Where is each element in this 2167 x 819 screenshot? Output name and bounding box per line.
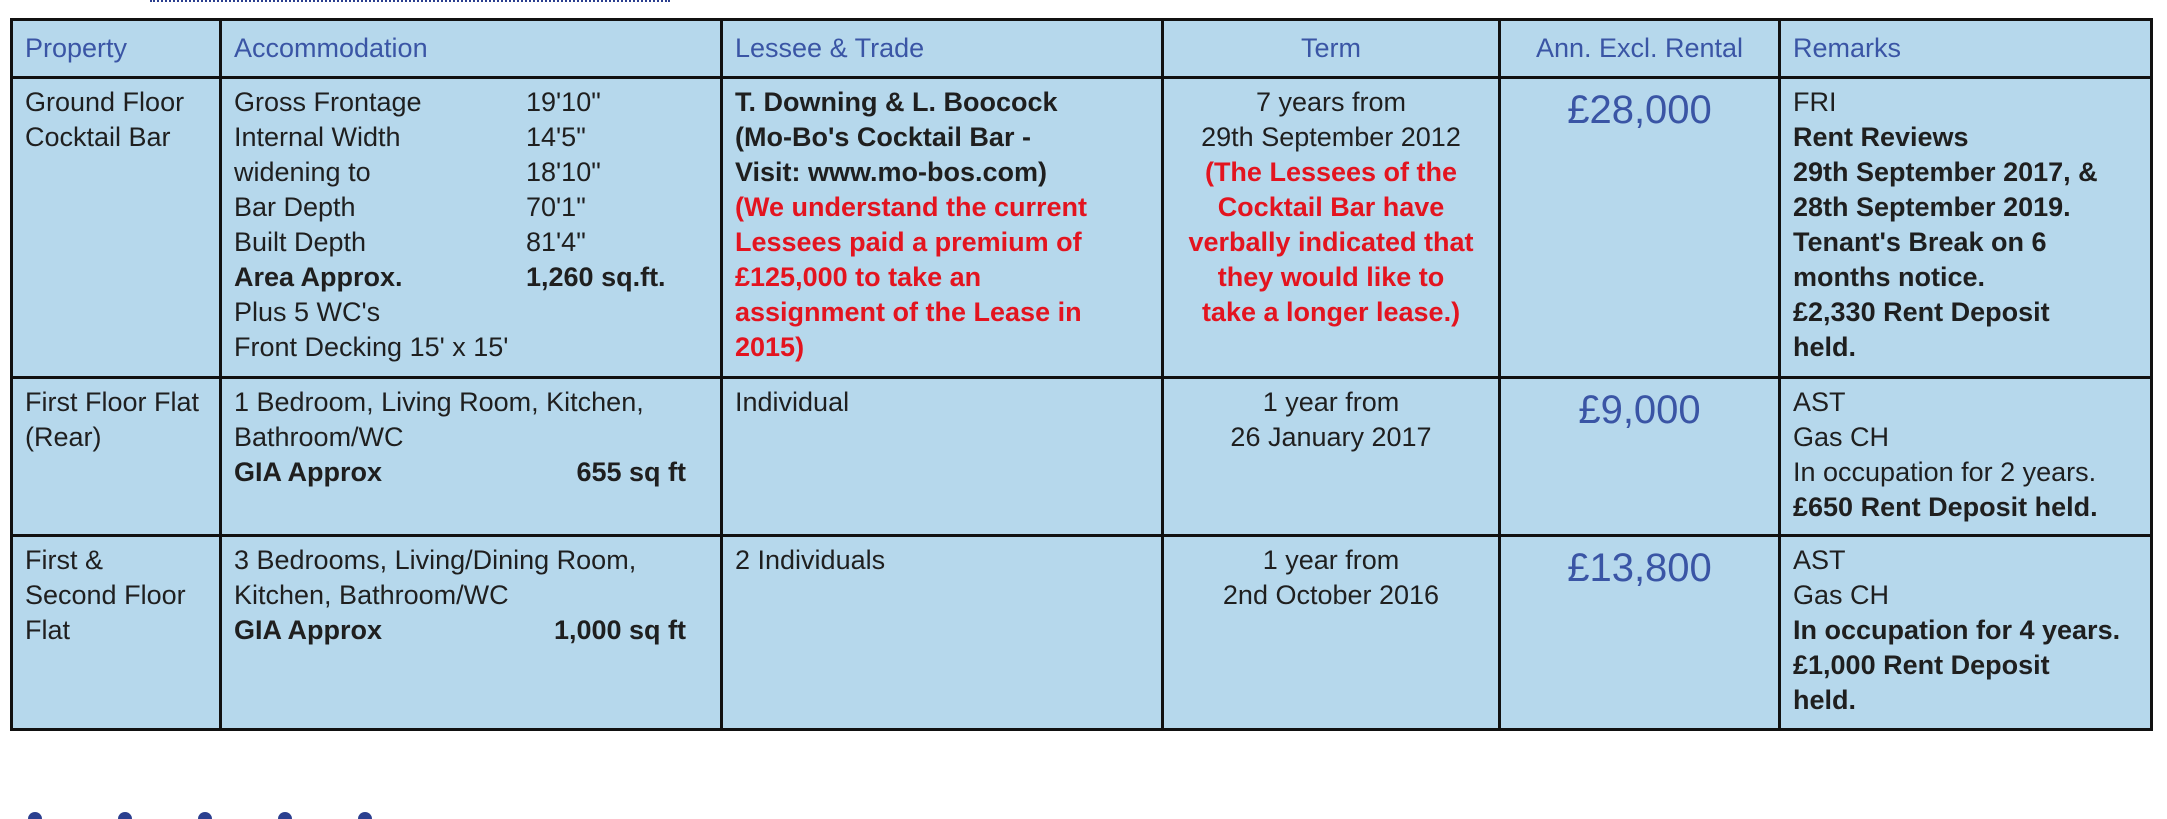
total-row (12, 730, 2152, 814)
total-label: TOTAL (1266, 750, 1396, 795)
accommodation-line: Kitchen, Bathroom/WC (234, 580, 509, 610)
header-term: Term (1163, 20, 1500, 78)
header-accommodation: Accommodation (221, 20, 722, 78)
remarks-line: In occupation for 4 years. (1793, 615, 2121, 645)
remarks-line: £650 Rent Deposit held. (1793, 492, 2098, 522)
header-remarks: Remarks (1780, 20, 2152, 78)
lessee-cell: Individual (722, 378, 1163, 536)
accommodation-line: 3 Bedrooms, Living/Dining Room, (234, 545, 637, 575)
property-cell (12, 378, 221, 536)
property-line: (Rear) (25, 422, 102, 452)
term-line: 1 year from (1262, 387, 1400, 417)
remarks-line: months notice. (1793, 262, 1986, 292)
accommodation-item: Internal Width 14'5" (234, 122, 586, 152)
table-row (12, 378, 2152, 536)
decorative-top-line (150, 0, 670, 6)
remarks-line: Gas CH (1793, 580, 1890, 610)
area-approx: Area Approx. 1,260 sq.ft. (234, 262, 666, 292)
property-line: Ground Floor (25, 87, 185, 117)
header-row (12, 20, 2152, 78)
gia-approx: GIA Approx 1,000 sq ft (234, 615, 686, 645)
table-row (12, 536, 2152, 730)
lessee-note-line: assignment of the Lease in (735, 297, 1082, 327)
term-cell (1163, 78, 1500, 378)
term-line: 26 January 2017 (1230, 422, 1432, 452)
term-note-line: Cocktail Bar have (1217, 192, 1445, 222)
decorative-bottom-marks (28, 812, 388, 819)
remarks-line: AST (1793, 545, 1846, 575)
accommodation-item: widening to 18'10" (234, 157, 601, 187)
header-property: Property (12, 20, 221, 78)
accommodation-cell (221, 536, 722, 730)
header-lessee-trade: Lessee & Trade (722, 20, 1163, 78)
remarks-line: Gas CH (1793, 422, 1890, 452)
accommodation-line: Bathroom/WC (234, 422, 404, 452)
property-cell (12, 536, 221, 730)
remarks-line: FRI (1793, 87, 1837, 117)
property-line: First & (25, 545, 103, 575)
remarks-cell (1780, 378, 2152, 536)
term-line: 2nd October 2016 (1222, 580, 1440, 610)
lessee-note-line: 2015) (735, 332, 805, 362)
remarks-line: £1,000 Rent Deposit (1793, 650, 2050, 680)
term-note-line: (The Lessees of the (1204, 157, 1458, 187)
term-note-line: verbally indicated that (1188, 227, 1474, 257)
term-note-line: take a longer lease.) (1201, 297, 1461, 327)
remarks-line: 29th September 2017, & (1793, 157, 2098, 187)
property-line: Second Floor (25, 580, 186, 610)
accommodation-item: Built Depth 81'4" (234, 227, 586, 257)
property-line: First Floor Flat (25, 387, 200, 417)
lessee-note-line: £125,000 to take an (735, 262, 982, 292)
remarks-line: AST (1793, 387, 1846, 417)
term-line: 1 year from (1262, 545, 1400, 575)
lessee-note-line: Lessees paid a premium of (735, 227, 1082, 257)
table-row (12, 78, 2152, 378)
total-value: £50,800 (1567, 750, 1712, 795)
accommodation-extra: Plus 5 WC's (234, 297, 381, 327)
remarks-cell (1780, 536, 2152, 730)
accommodation-line: 1 Bedroom, Living Room, Kitchen, (234, 387, 644, 417)
property-cell (12, 78, 221, 378)
term-cell (1163, 378, 1500, 536)
property-line: Cocktail Bar (25, 122, 171, 152)
tenancy-schedule-table (10, 18, 2153, 814)
header-rental: Ann. Excl. Rental (1500, 20, 1780, 78)
accommodation-cell (221, 78, 722, 378)
remarks-line: Tenant's Break on 6 (1793, 227, 2047, 257)
accommodation-cell (221, 378, 722, 536)
rental-amount: £9,000 (1500, 378, 1780, 536)
remarks-cell (1780, 78, 2152, 378)
term-note-line: they would like to (1217, 262, 1445, 292)
lessee-cell: 2 Individuals (722, 536, 1163, 730)
gia-approx: GIA Approx 655 sq ft (234, 457, 686, 487)
remarks-line: Rent Reviews (1793, 122, 1969, 152)
accommodation-extra: Front Decking 15' x 15' (234, 332, 509, 362)
term-cell (1163, 536, 1500, 730)
property-line: Flat (25, 615, 71, 645)
rental-amount: £13,800 (1500, 536, 1780, 730)
lessee-line: Visit: www.mo-bos.com) (735, 157, 1048, 187)
rental-amount: £28,000 (1500, 78, 1780, 378)
lessee-line: T. Downing & L. Boocock (735, 87, 1058, 117)
accommodation-item: Gross Frontage 19'10" (234, 87, 601, 117)
remarks-line: held. (1793, 685, 1857, 715)
lessee-cell (722, 78, 1163, 378)
term-line: 29th September 2012 (1201, 122, 1461, 152)
lessee-line: (Mo-Bo's Cocktail Bar - (735, 122, 1031, 152)
remarks-line: held. (1793, 332, 1857, 362)
term-line: 7 years from (1255, 87, 1407, 117)
remarks-line: £2,330 Rent Deposit (1793, 297, 2050, 327)
accommodation-item: Bar Depth 70'1" (234, 192, 586, 222)
remarks-line: 28th September 2019. (1793, 192, 2071, 222)
lessee-note-line: (We understand the current (735, 192, 1088, 222)
remarks-line: In occupation for 2 years. (1793, 457, 2097, 487)
